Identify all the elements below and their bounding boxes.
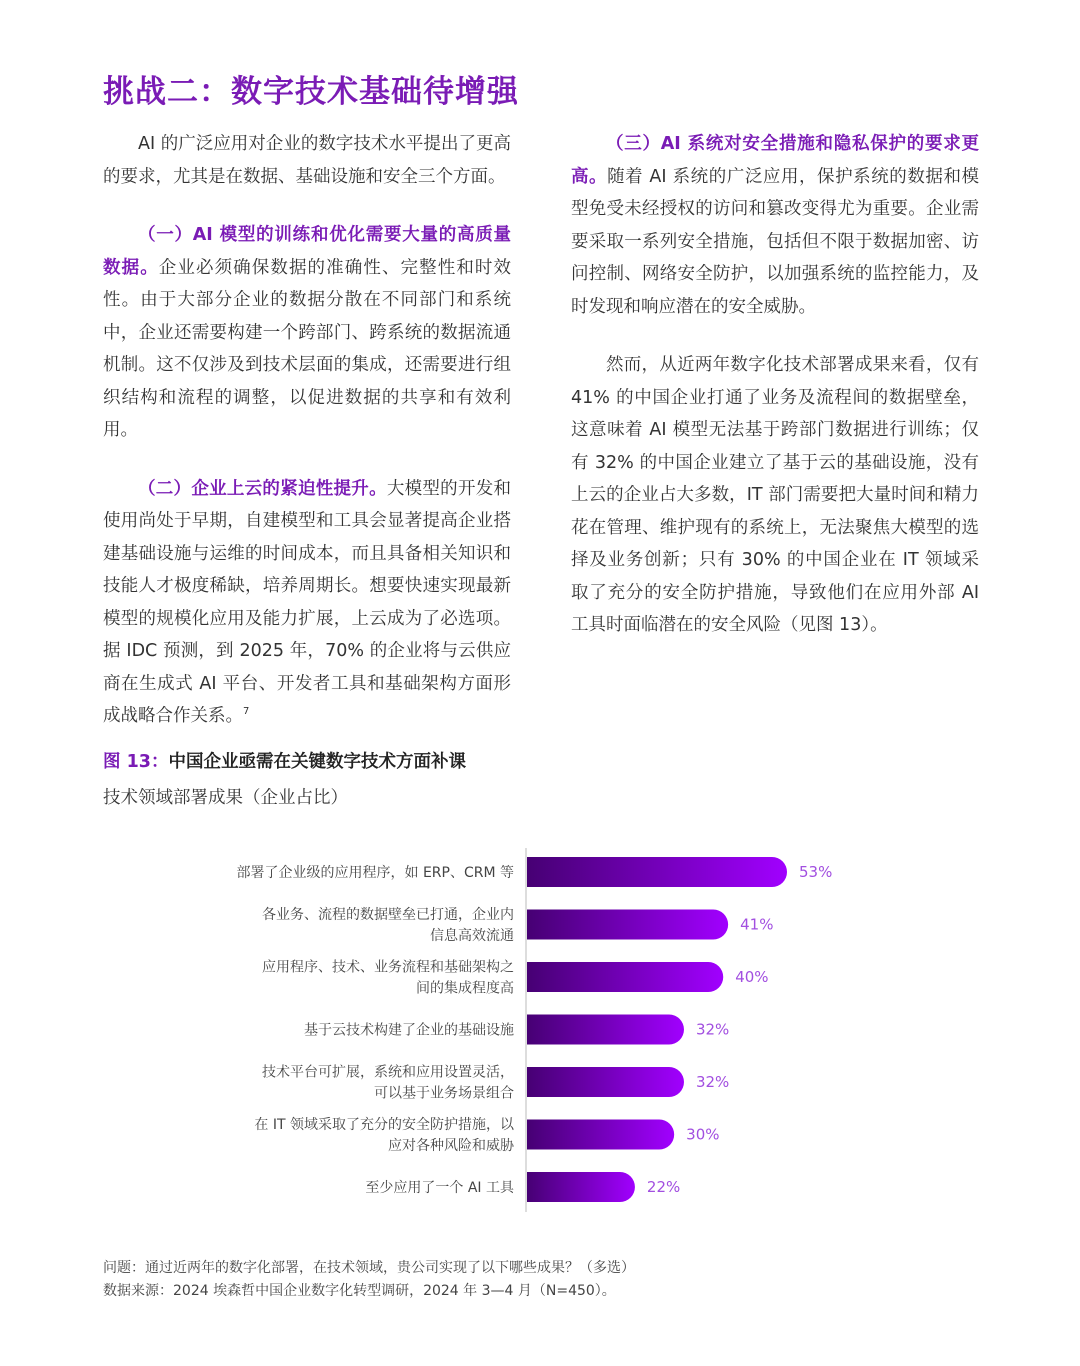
bar (527, 962, 723, 992)
footnote-source: 数据来源：2024 埃森哲中国企业数字化转型调研，2024 年 3—4 月（N=450）。 (103, 1283, 616, 1299)
paragraph-heading: （二）企业上云的紧迫性提升。 (138, 478, 387, 499)
category-label: 基于云技术构建了企业的基础设施 (304, 1022, 514, 1039)
paragraph-body: 大模型的开发和使用尚处于早期，自建模型和工具会显著提高企业搭建基础设施与运维的时间成本，而且具备相关知识和技能人才极度稀缺，培养周期长。想要快速实现最新模型的规模化应用及能力扩展，上云成为了必选项。据 IDC 预测，到 2025 年，70% 的企业将与云供应商在生成式 AI 平台、开发者工具和基础架构方面形成战略合作关系。 (103, 478, 512, 726)
bar (527, 1172, 635, 1202)
figure-label: 图 13： (103, 752, 169, 772)
value-label: 53% (799, 863, 833, 881)
paragraph-security (571, 128, 979, 323)
paragraph-data-quality (103, 219, 511, 447)
category-label: 至少应用了一个 AI 工具 (365, 1180, 514, 1196)
footnote-question: 问题：通过近两年的数字化部署，在技术领域，贵公司实现了以下哪些成果？（多选） (103, 1260, 635, 1276)
value-label: 30% (686, 1125, 720, 1144)
figure-subtitle: 技术领域部署成果（企业占比） (103, 788, 348, 808)
figure-title-text: 中国企业亟需在关键数字技术方面补课 (168, 752, 466, 772)
bar (527, 910, 728, 940)
intro-paragraph: AI 的广泛应用对企业的数字技术水平提出了更高的要求，尤其是在数据、基础设施和安全三个方面。 (103, 134, 511, 187)
category-label: 在 IT 领域采取了充分的安全防护措施，以应对各种风险和威胁 (254, 1117, 514, 1154)
paragraph-findings: 然而，从近两年数字化技术部署成果来看，仅有 41% 的中国企业打通了业务及流程间的数据壁垒，这意味着 AI 模型无法基于跨部门数据进行训练；仅有 32% 的中国企业建立了基于云的基础设施，没有上云的企业占大多数，IT 部门需要把大量时间和精力花在管理、维护现有的系统上，无法聚焦大模型的选择及业务创新；只有 30% 的中国企业在 IT 领域采取了充分的安全防护措施，导致他们在应用外部 AI 工具时面临潜在的安全风险（见图 13）。 (571, 355, 979, 635)
bar (527, 1067, 684, 1097)
value-label: 40% (735, 968, 769, 986)
category-label: 应用程序、技术、业务流程和基础架构之间的集成程度高 (262, 959, 514, 997)
left-column (103, 128, 511, 759)
paragraph-body: 企业必须确保数据的准确性、完整性和时效性。由于大部分企业的数据分散在不同部门和系统中，企业还需要构建一个跨部门、跨系统的数据流通机制。这不仅涉及到技术层面的集成，还需要进行组织结构和流程的调整，以促进数据的共享和有效利用。 (103, 257, 512, 440)
bar (527, 1120, 674, 1150)
category-label: 各业务、流程的数据壁垒已打通，企业内信息高效流通 (262, 907, 514, 944)
bar (527, 1015, 684, 1045)
value-label: 22% (646, 1178, 681, 1196)
category-label: 部署了企业级的应用程序，如 ERP、CRM 等 (236, 865, 514, 881)
paragraph-cloud (103, 473, 511, 733)
paragraph-heading: （三）AI 系统对安全措施和隐私保护的要求更高。 (571, 134, 979, 187)
value-label: 41% (740, 915, 774, 934)
paragraph-heading: （一）AI 模型的训练和优化需要大量的高质量数据。 (103, 225, 511, 278)
value-label: 32% (695, 1073, 730, 1091)
value-label: 32% (695, 1020, 730, 1039)
paragraph-body: 随着 AI 系统的广泛应用，保护系统的数据和模型免受未经授权的访问和篡改变得尤为重要。企业需要采取一系列安全措施，包括但不限于数据加密、访问控制、网络安全防护，以加强系统的监控能力，及时发现和响应潜在的安全威胁。 (571, 166, 980, 317)
category-label: 技术平台可扩展，系统和应用设置灵活，可以基于业务场景组合 (262, 1064, 514, 1102)
figure-title (103, 748, 466, 773)
bar (527, 857, 787, 887)
footnote-ref: 7 (243, 706, 250, 718)
right-column (571, 128, 979, 668)
page-title: 挑战二：数字技术基础待增强 (103, 74, 519, 110)
